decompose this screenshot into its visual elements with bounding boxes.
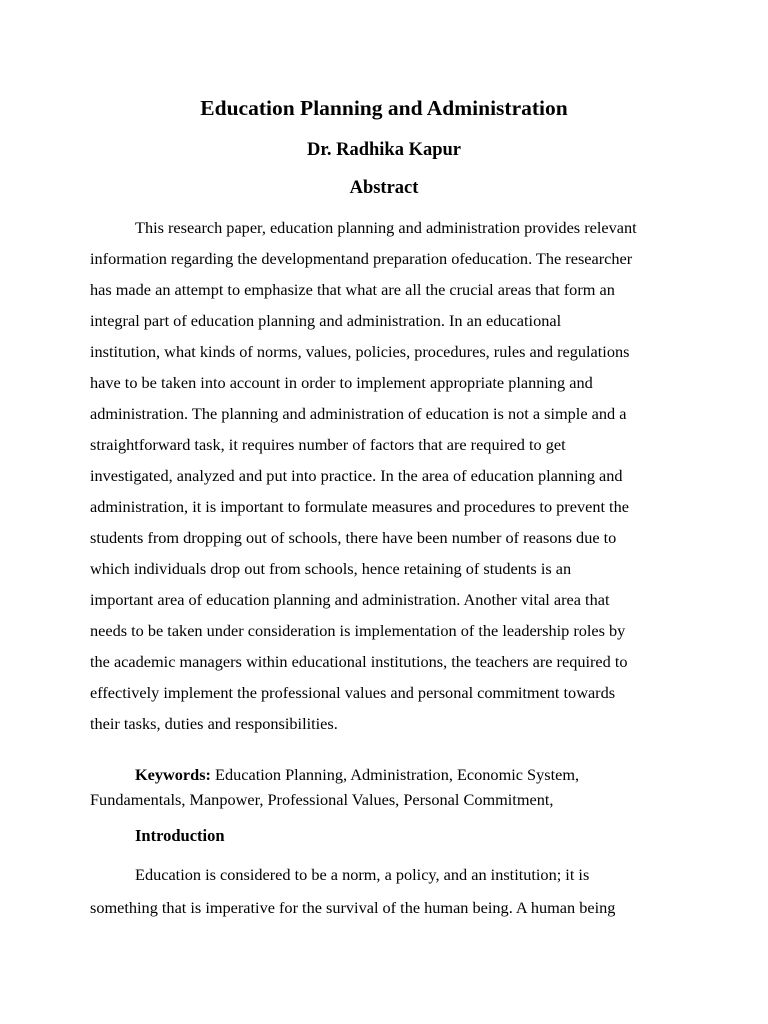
abstract-line: information regarding the developmentand preparation ofeducation. The researcher — [90, 249, 633, 268]
abstract-line: important area of education planning and administration. Another vital area that — [90, 590, 610, 609]
abstract-paragraph — [90, 212, 680, 739]
introduction-line: something that is imperative for the survival of the human being. A human being — [90, 898, 616, 917]
abstract-line: This research paper, education planning and administration provides relevant — [135, 218, 637, 237]
abstract-line: administration, it is important to formulate measures and procedures to prevent the — [90, 497, 629, 516]
introduction-paragraph — [90, 858, 680, 924]
abstract-line: integral part of education planning and administration. In an educational — [90, 311, 562, 330]
author-name: Dr. Radhika Kapur — [306, 140, 462, 160]
keywords-line — [90, 762, 680, 787]
keywords-line: Fundamentals, Manpower, Professional Values, Personal Commitment, — [90, 790, 554, 809]
abstract-line: straightforward task, it requires number of factors that are required to get — [90, 435, 566, 454]
abstract-line: has made an attempt to emphasize that what are all the crucial areas that form an — [90, 280, 615, 299]
abstract-line: investigated, analyzed and put into practice. In the area of education planning and — [90, 466, 623, 485]
abstract-line: institution, what kinds of norms, values, policies, procedures, rules and regulations — [90, 342, 630, 361]
abstract-line: their tasks, duties and responsibilities. — [90, 714, 338, 733]
abstract-line: students from dropping out of schools, there have been number of reasons due to — [90, 528, 617, 547]
abstract-line: needs to be taken under consideration is implementation of the leadership roles by — [90, 621, 626, 640]
abstract-heading: Abstract — [349, 178, 419, 198]
paper-title: Education Planning and Administration — [200, 96, 568, 120]
keywords-section — [90, 762, 680, 812]
abstract-line: the academic managers within educational institutions, the teachers are required to — [90, 652, 628, 671]
abstract-line: which individuals drop out from schools, hence retaining of students is an — [90, 559, 572, 578]
abstract-line: have to be taken into account in order to implement appropriate planning and — [90, 373, 593, 392]
keywords-label: Keywords: — [135, 765, 211, 784]
introduction-line: Education is considered to be a norm, a policy, and an institution; it is — [135, 865, 590, 884]
introduction-heading: Introduction — [135, 826, 225, 845]
abstract-line: administration. The planning and administration of education is not a simple and a — [90, 404, 627, 423]
abstract-line: effectively implement the professional values and personal commitment towards — [90, 683, 616, 702]
keywords-text: Education Planning, Administration, Economic System, — [210, 765, 580, 784]
